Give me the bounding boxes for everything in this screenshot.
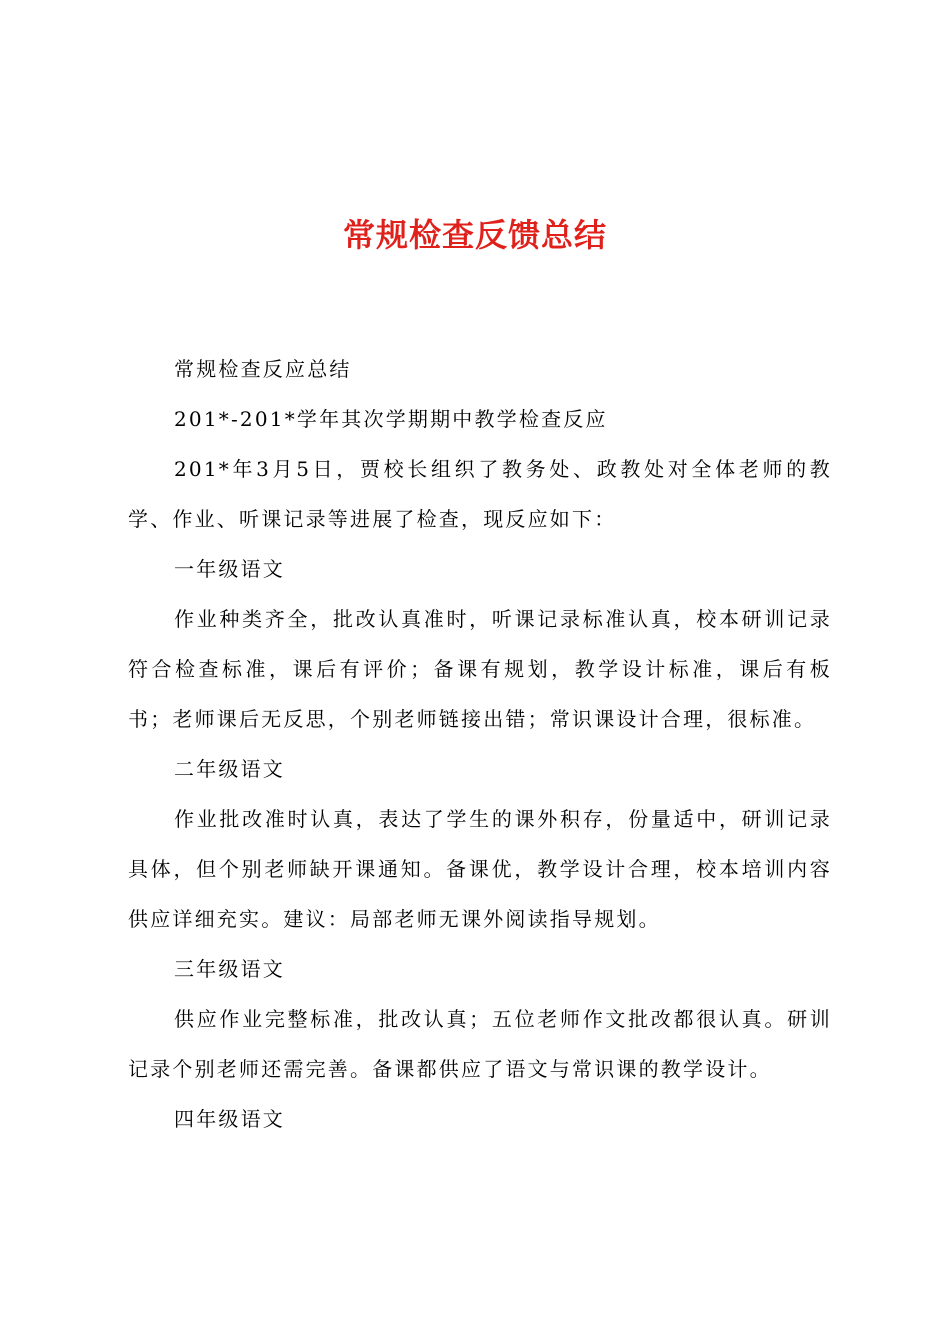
section-heading-grade-3: 三年级语文 [174,957,285,981]
section-heading-grade-4: 四年级语文 [174,1107,285,1131]
paragraph-grade-2: 作业批改准时认真，表达了学生的课外积存，份量适中，研训记录具体，但个别老师缺开课通知。备课优，教学设计合理，校本培训内容供应详细充实。建议：局部老师无课外阅读指导规划。 [128,807,832,931]
document-title: 常规检查反馈总结 [342,216,607,254]
paragraph-grade-1: 作业种类齐全，批改认真准时，听课记录标准认真，校本研训记录符合检查标准，课后有评价；备课有规划，教学设计标准，课后有板书；老师课后无反思，个别老师链接出错；常识课设计合理，很标准。 [128,607,832,731]
section-heading-grade-1: 一年级语文 [174,557,285,581]
section-heading-grade-2: 二年级语文 [174,757,285,781]
paragraph-intro: 201*年3月5日，贾校长组织了教务处、政教处对全体老师的教学、作业、听课记录等进展了检查，现反应如下： [128,457,832,531]
paragraph-heading: 常规检查反应总结 [174,357,352,381]
document-body [128,344,832,1144]
paragraph-subheading: 201*-201*学年其次学期期中教学检查反应 [174,407,608,431]
paragraph-grade-3: 供应作业完整标准，批改认真；五位老师作文批改都很认真。研训记录个别老师还需完善。备课都供应了语文与常识课的教学设计。 [128,1007,832,1081]
